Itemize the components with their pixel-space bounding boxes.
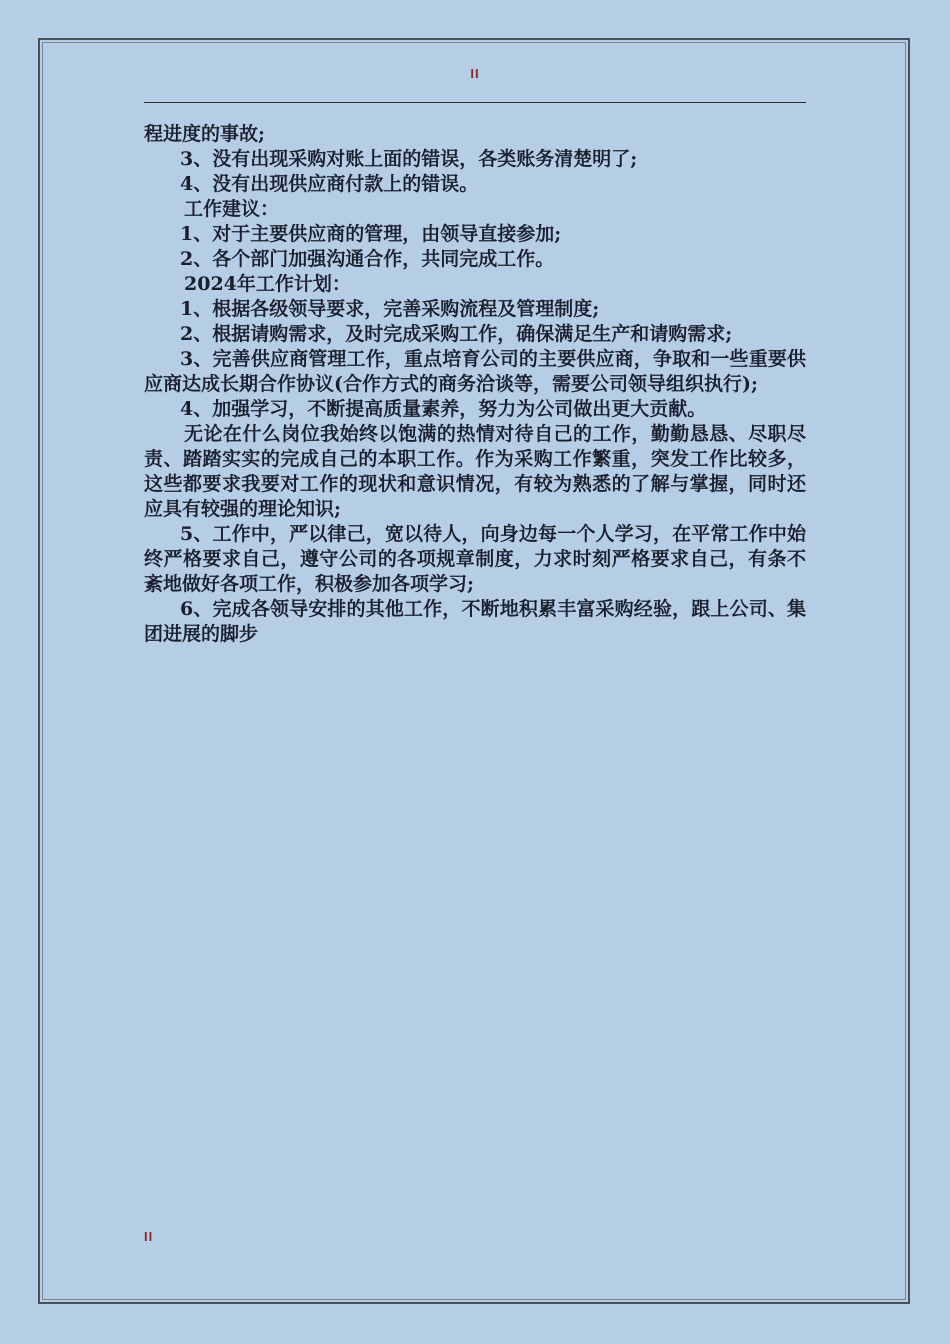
header-rule — [144, 102, 806, 103]
document-body — [144, 122, 806, 647]
paragraph-plan-4: 4、加强学习，不断提高质量素养，努力为公司做出更大贡献。 — [180, 398, 707, 420]
heading-work-plan: 2024年工作计划： — [184, 273, 351, 295]
paragraph-plan-2: 2、根据请购需求，及时完成采购工作，确保满足生产和请购需求; — [180, 323, 733, 345]
paragraph-plan-6: 6、完成各领导安排的其他工作，不断地积累丰富采购经验，跟上公司、集团进展的脚步 — [144, 598, 806, 645]
paragraph-attitude: 无论在什么岗位我始终以饱满的热情对待自己的工作，勤勤恳恳、尽职尽责、踏踏实实的完成自己的本职工作。作为采购工作繁重，突发工作比较多，这些都要求我要对工作的现状和意识情况，有较为熟悉的了解与掌握，同时还应具有较强的理论知识; — [144, 423, 806, 520]
heading-work-suggestions: 工作建议： — [184, 198, 280, 220]
paragraph-plan-5: 5、工作中，严以律己，宽以待人，向身边每一个人学习，在平常工作中始终严格要求自己，遵守公司的各项规章制度，力求时刻严格要求自己，有条不紊地做好各项工作，积极参加各项学习; — [144, 523, 806, 595]
paragraph-achievement-4: 4、没有出现供应商付款上的错误。 — [180, 173, 479, 195]
paragraph-suggestion-2: 2、各个部门加强沟通合作，共同完成工作。 — [180, 248, 555, 270]
header-page-mark: II — [470, 66, 480, 81]
footer-page-mark: II — [144, 1229, 154, 1244]
paragraph-suggestion-1: 1、对于主要供应商的管理，由领导直接参加; — [180, 223, 562, 245]
paragraph-plan-1: 1、根据各级领导要求，完善采购流程及管理制度; — [180, 298, 600, 320]
paragraph-plan-3: 3、完善供应商管理工作，重点培育公司的主要供应商，争取和一些重要供应商达成长期合作协议(合作方式的商务洽谈等，需要公司领导组织执行); — [144, 348, 806, 395]
paragraph-continuation: 程进度的事故; — [144, 123, 266, 145]
paragraph-achievement-3: 3、没有出现采购对账上面的错误，各类账务清楚明了; — [180, 148, 638, 170]
